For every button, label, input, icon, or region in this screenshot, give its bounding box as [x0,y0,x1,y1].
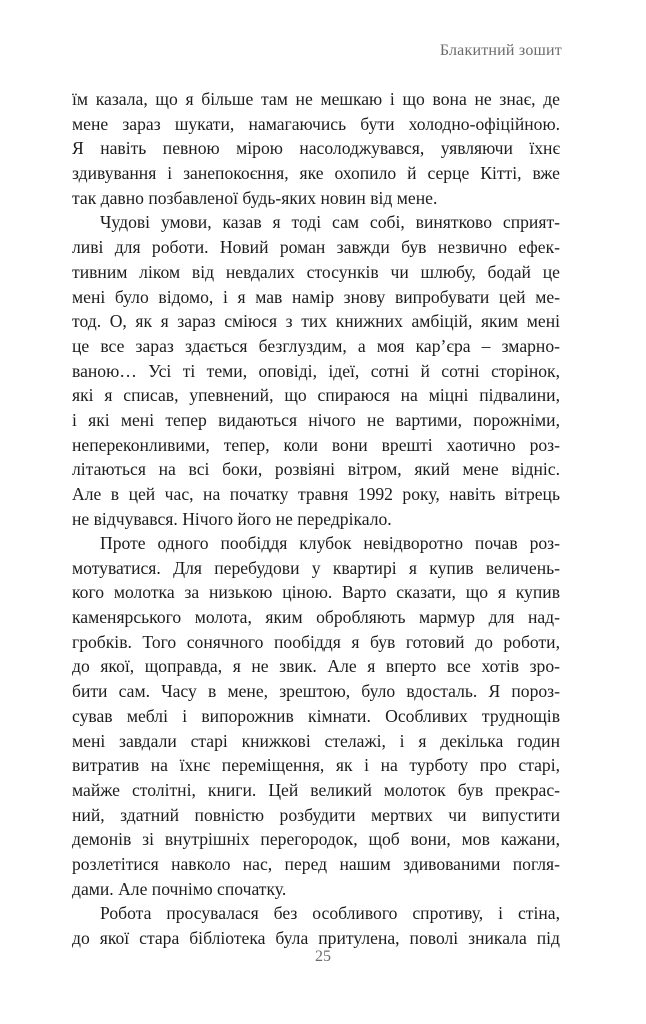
text-line: Але в цей час, на початку травня 1992 року, навіть вітрець [72,484,560,504]
text-line: ний, здатний повністю розбудити мертвих чи випустити [72,804,560,825]
text-line: витратив на їхнє переміщення, як і на турботу про старі, [72,755,560,776]
text-line: тивним ліком від невдалих стосунків чи шлюбу, бодай це [72,261,560,282]
text-line: здивування і занепокоєння, яке охопило й серце Кітті, вже [72,163,560,184]
text-line: до якої, щоправда, я не звик. Але я вперто все хотів зро- [72,656,560,677]
text-line: тод. О, як я зараз сміюся з тих книжних амбіцій, яким мені [72,311,560,332]
text-line: Чудові умови, казав я тоді сам собі, винятково сприят- [100,212,560,233]
text-line: Робота просувалася без особливого спротиву, і стіна, [100,903,560,924]
text-line: демонів зі внутрішніх перегородок, щоб вони, мов кажани, [72,829,560,850]
text-block-1 [72,87,560,531]
text-line: літаються на всі боки, розвіяні вітром, який мене відніс. [72,459,560,480]
text-line: так давно позбавленої будь-яких новин від мене. [72,187,438,208]
text-line: це все зараз здається безглуздим, а моя кар’єра – змарно- [72,335,560,356]
text-line: і які мені тепер видаються нічого не вартими, порожніми, [72,409,560,430]
text-line: сував меблі і випорожнив кімнати. Особливих труднощів [72,705,560,726]
page-number: 25 [315,948,331,965]
text-line: непереконливими, тепер, коли вони врешті хаотично роз- [72,434,560,455]
text-line: Я навіть певною мірою насолоджувався, уявляючи їхнє [72,138,560,159]
text-line: Проте одного пообіддя клубок невідворотно почав роз- [100,533,560,553]
text-line: розлетітися навколо нас, перед нашим здивованими погля- [72,853,560,874]
running-header: Блакитний зошит [439,42,562,59]
text-line: їм казала, що я більше там не мешкаю і що вона не знає, де [72,89,560,109]
text-line: до якої стара бібліотека була притулена, поволі зникала під [72,928,560,948]
text-line: мене зараз шукати, намагаючись бути холодно-офіційною. [72,113,560,134]
text-line: не відчувався. Нічого його не передрікало. [72,508,392,529]
text-line: мені було відомо, і я мав намір знову випробувати цей ме- [72,286,560,307]
text-line: каменярського молота, яким обробляють мармур для над- [72,607,560,628]
text-line: кого молотка за низькою ціною. Варто сказати, що я купив [72,582,560,603]
text-line: мотуватися. Для перебудови у квартирі я купив величень- [72,557,560,578]
text-line: гробків. Того сонячного пообіддя я був готовий до роботи, [72,631,560,652]
text-line: мені завдали старі книжкові стелажі, і я декілька годин [72,730,560,751]
text-line: дами. Але почнімо спочатку. [72,878,287,899]
text-line: ливі для роботи. Новий роман завжди був незвично ефек- [72,237,560,258]
text-line: бити сам. Часу в мене, зрештою, було вдосталь. Я порoз- [72,681,560,702]
text-line: майже столітні, книги. Цей великий молоток був прекрас- [72,779,560,800]
text-line: які я списав, упевнений, що спираюся на міцні підвалини, [72,385,560,406]
text-block-2 [72,531,560,951]
text-line: ваною… Усі ті теми, оповіді, ідеї, сотні й сотні сторінок, [72,360,560,381]
